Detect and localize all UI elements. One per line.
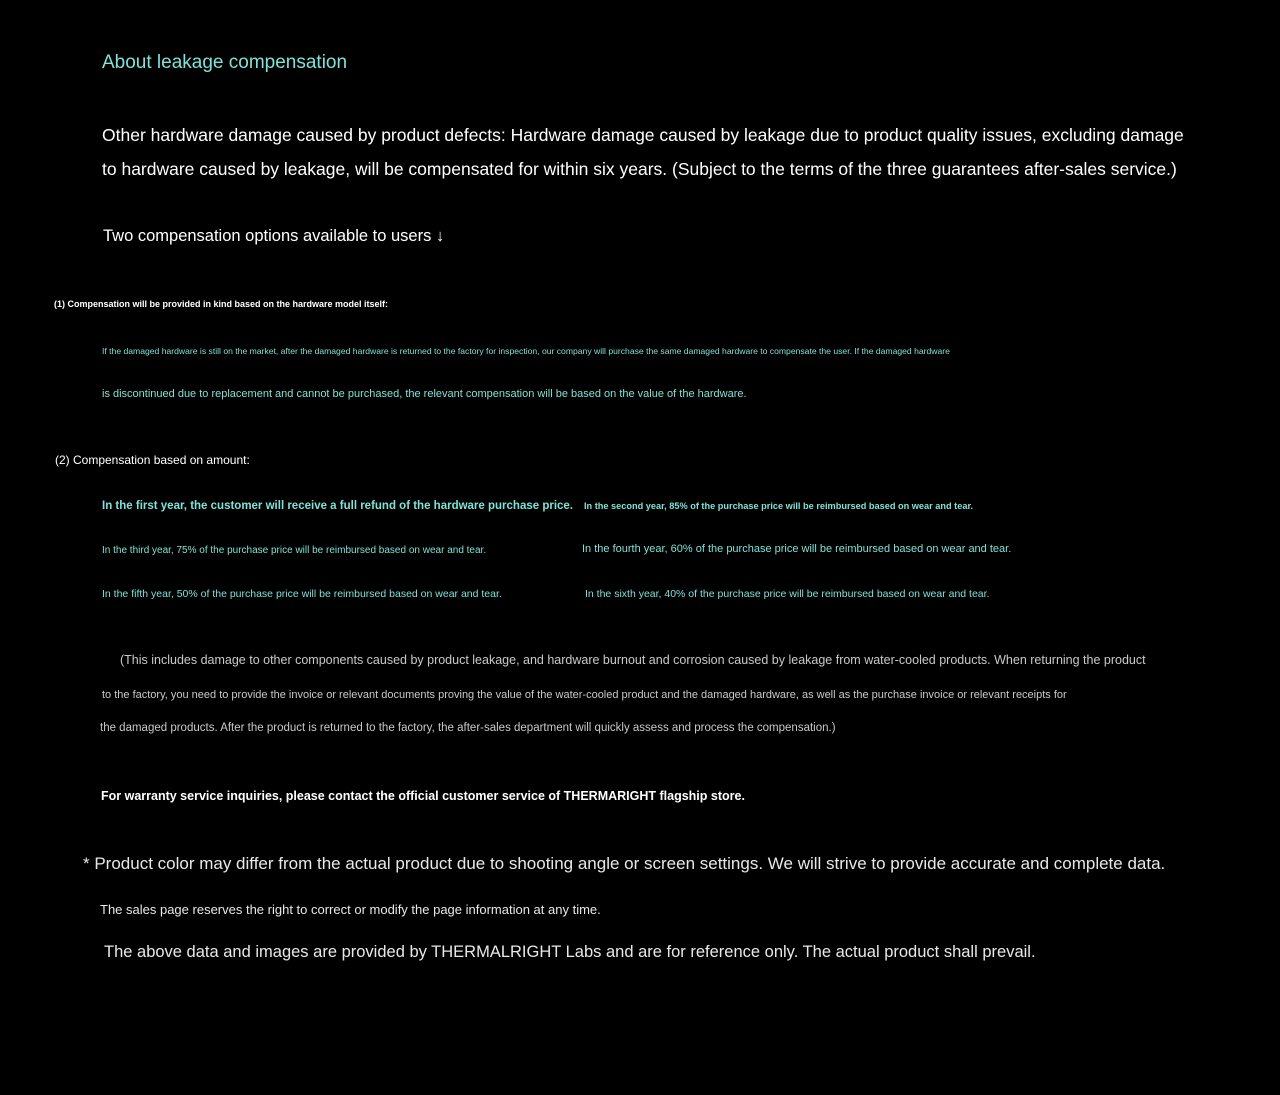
intro-line-1: Other hardware damage caused by product defects: Hardware damage caused by leakage due to product quality issues, excluding damage bbox=[102, 125, 1184, 145]
year-1-refund: In the first year, the customer will receive a full refund of the hardware purchase price. bbox=[102, 500, 574, 512]
year-2-refund: In the second year, 85% of the purchase price will be reimbursed based on wear and tear. bbox=[584, 501, 974, 511]
intro-line-2: to hardware caused by leakage, will be compensated for within six years. (Subject to the terms of the three guarantees after-sales service.) bbox=[102, 159, 1177, 179]
color-disclaimer: * Product color may differ from the actual product due to shooting angle or screen settings. We will strive to provide accurate and complete data. bbox=[83, 854, 1166, 873]
option1-text-line-2: is discontinued due to replacement and cannot be purchased, the relevant compensation will be based on the value of the hardware. bbox=[102, 388, 747, 400]
options-heading: Two compensation options available to users ↓ bbox=[103, 227, 445, 245]
option2-heading: (2) Compensation based on amount: bbox=[55, 453, 250, 467]
contact-notice: For warranty service inquiries, please contact the official customer service of THERMARIGHT flagship store. bbox=[101, 789, 745, 803]
year-5-refund: In the fifth year, 50% of the purchase price will be reimbursed based on wear and tear. bbox=[102, 588, 502, 600]
year-6-refund: In the sixth year, 40% of the purchase price will be reimbursed based on wear and tear. bbox=[585, 588, 990, 600]
note-line-3: the damaged products. After the product is returned to the factory, the after-sales department will quickly assess and process the compensation.) bbox=[100, 722, 836, 734]
option1-text-line-1: If the damaged hardware is still on the market, after the damaged hardware is returned to the factory for inspection, our company will purchase the same damaged hardware to compensate the user. If the damaged hardware bbox=[102, 346, 950, 356]
reserve-rights-notice: The sales page reserves the right to correct or modify the page information at any time. bbox=[100, 902, 601, 917]
option1-heading: (1) Compensation will be provided in kind based on the hardware model itself: bbox=[54, 299, 389, 309]
page-title: About leakage compensation bbox=[102, 52, 348, 73]
reference-notice: The above data and images are provided by THERMALRIGHT Labs and are for reference only. The actual product shall prevail. bbox=[104, 943, 1036, 961]
note-line-2: to the factory, you need to provide the invoice or relevant documents proving the value of the water-cooled product and the damaged hardware, as well as the purchase invoice or relevant receipts for bbox=[102, 689, 1067, 701]
note-line-1: (This includes damage to other components caused by product leakage, and hardware burnout and corrosion caused by leakage from water-cooled products. When returning the product bbox=[120, 653, 1146, 667]
year-4-refund: In the fourth year, 60% of the purchase price will be reimbursed based on wear and tear. bbox=[582, 543, 1012, 555]
year-3-refund: In the third year, 75% of the purchase price will be reimbursed based on wear and tear. bbox=[102, 545, 487, 556]
